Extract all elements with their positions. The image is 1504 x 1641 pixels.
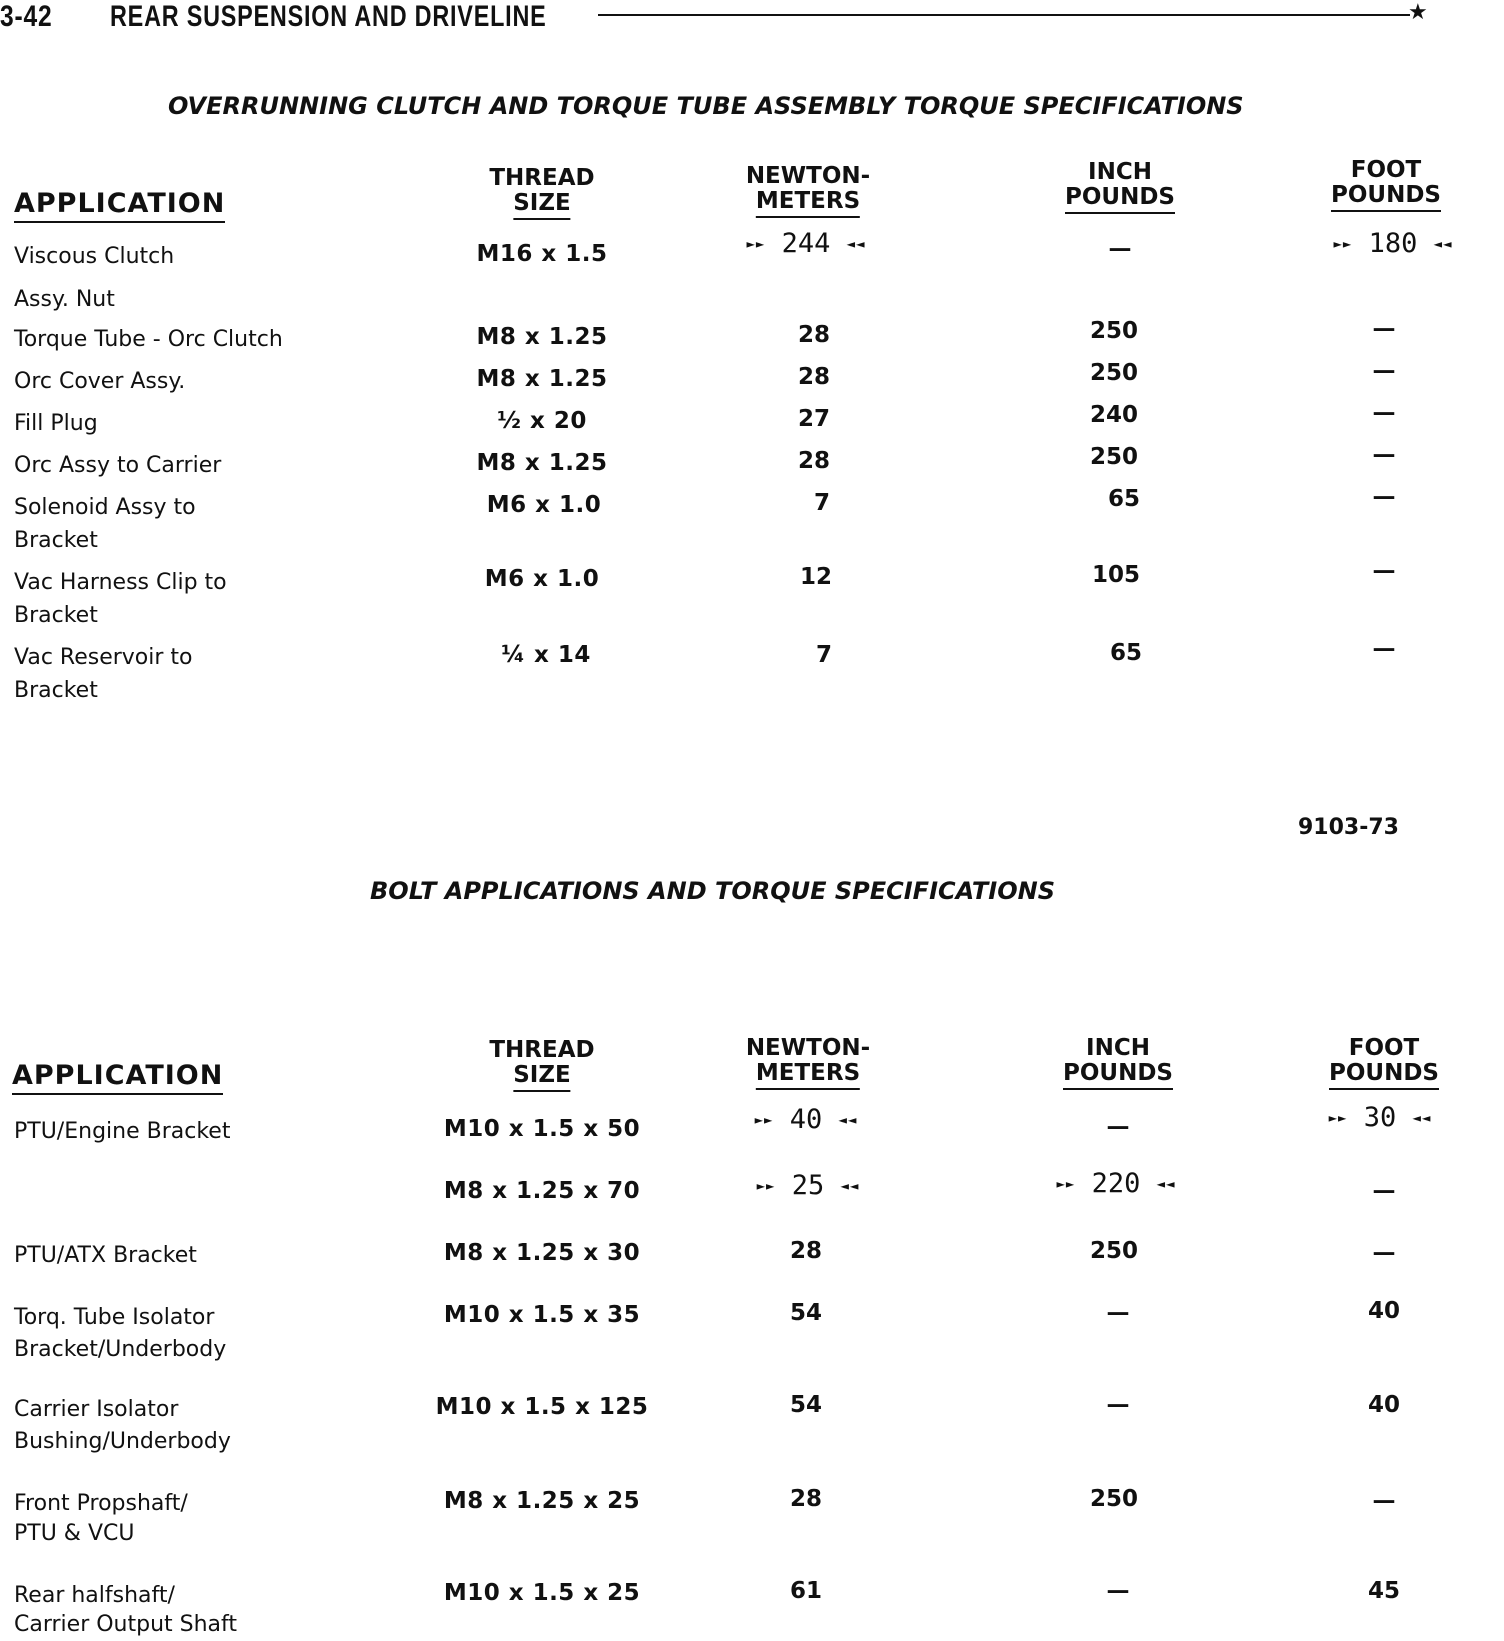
table-cell-application: Assy. Nut [14, 287, 115, 312]
col-line: POUNDS [1329, 1061, 1439, 1090]
table-cell-nm: 28 [797, 448, 831, 474]
col-line: NEWTON- [745, 1035, 871, 1061]
revision-right-icon: ◄◄ [846, 236, 866, 253]
table-cell-inlb: 250 [1089, 318, 1139, 344]
table1-col-nm [746, 164, 870, 218]
table-cell-application: Orc Assy to Carrier [14, 453, 222, 478]
table-cell-thread: M8 x 1.25 [476, 366, 608, 392]
table1-col-inlb [1065, 160, 1175, 214]
table-cell-ftlb: — [1372, 400, 1396, 426]
revision-left-icon: ►► [756, 1178, 776, 1195]
col-line: FOOT [1350, 157, 1422, 183]
table-cell-application: Carrier Output Shaft [14, 1612, 238, 1637]
table-cell-ftlb: — [1372, 358, 1396, 384]
table-cell-ftlb: — [1372, 442, 1396, 468]
table-cell-application: Bracket [14, 528, 98, 553]
table-cell-inlb: — [1106, 1392, 1130, 1418]
table-cell-application: Fill Plug [14, 411, 98, 436]
table2-col-application: APPLICATION [12, 1060, 223, 1095]
table-cell-nm: 28 [797, 364, 831, 390]
table2-title: BOLT APPLICATIONS AND TORQUE SPECIFICATIONS [370, 877, 1055, 905]
header-rule [598, 14, 1410, 16]
col-line: THREAD [489, 165, 595, 191]
table-cell-thread: M8 x 1.25 x 25 [443, 1488, 641, 1514]
table-cell-ftlb: — [1372, 558, 1396, 584]
table-cell-inlb: — [1106, 1578, 1130, 1604]
table-cell-nm: 28 [789, 1238, 823, 1264]
table-cell-inlb: 250 [1089, 360, 1139, 386]
table-cell-thread: M6 x 1.0 [484, 566, 600, 592]
table-cell-application: PTU/ATX Bracket [14, 1243, 197, 1268]
table-cell-inlb: 250 [1089, 1238, 1139, 1264]
revision-right-icon: ◄◄ [840, 1178, 860, 1195]
table-cell-application: Torque Tube - Orc Clutch [14, 327, 283, 352]
figure-reference: 9103-73 [1298, 815, 1399, 840]
table1-col-thread [489, 166, 594, 220]
table-cell-nm: 54 [789, 1300, 823, 1326]
col-line: NEWTON- [745, 163, 871, 189]
table-cell-inlb: 250 [1089, 444, 1139, 470]
revision-left-icon: ►► [746, 236, 766, 253]
table-cell-application: Rear halfshaft/ [14, 1583, 175, 1608]
value: 180 [1368, 228, 1418, 259]
table-cell-inlb: — [1106, 1300, 1130, 1326]
table-cell-ftlb [1329, 1102, 1432, 1133]
table-cell-application: PTU & VCU [14, 1521, 135, 1546]
col-line: POUNDS [1063, 1061, 1173, 1090]
col-line: METERS [756, 189, 860, 218]
table-cell-nm: 54 [789, 1392, 823, 1418]
table2-col-thread [489, 1038, 594, 1092]
table-cell-application: Front Propshaft/ [14, 1491, 188, 1516]
table-cell-thread: M10 x 1.5 x 50 [443, 1116, 641, 1142]
table-cell-application: PTU/Engine Bracket [14, 1119, 231, 1144]
star-icon: ★ [1408, 0, 1428, 25]
table-cell-ftlb: — [1372, 1240, 1396, 1266]
table1-col-ftlb [1331, 158, 1441, 212]
col-line: POUNDS [1331, 183, 1441, 212]
table-cell-application: Viscous Clutch [14, 244, 175, 269]
table-cell-nm: 28 [797, 322, 831, 348]
table-cell-application: Bracket [14, 603, 98, 628]
table-cell-nm: 12 [799, 564, 833, 590]
table-cell-thread: M8 x 1.25 [476, 450, 608, 476]
table-cell-nm [755, 1104, 858, 1135]
table-cell-ftlb: — [1372, 484, 1396, 510]
table-cell-application: Bracket/Underbody [14, 1337, 227, 1362]
table-cell-thread: M8 x 1.25 x 70 [443, 1178, 641, 1204]
table-cell-nm: 27 [797, 406, 831, 432]
table-cell-ftlb: — [1372, 316, 1396, 342]
table-cell-application: Carrier Isolator [14, 1397, 179, 1422]
value: 244 [781, 228, 831, 259]
table-cell-application: Bracket [14, 678, 98, 703]
table-cell-application: Solenoid Assy to [14, 495, 196, 520]
table-cell-ftlb: 40 [1367, 1392, 1401, 1418]
table-cell-thread: M10 x 1.5 x 25 [443, 1580, 641, 1606]
table-cell-inlb: 65 [1109, 640, 1143, 666]
table-cell-thread: M8 x 1.25 x 30 [443, 1240, 641, 1266]
table-cell-application: Vac Harness Clip to [14, 570, 227, 595]
revision-right-icon: ◄◄ [1156, 1176, 1176, 1193]
table1-title: OVERRUNNING CLUTCH AND TORQUE TUBE ASSEMBLY TORQUE SPECIFICATIONS [168, 92, 1244, 120]
table-cell-nm: 28 [789, 1486, 823, 1512]
table-cell-nm: 7 [815, 642, 833, 668]
table-cell-thread: M10 x 1.5 x 125 [435, 1394, 649, 1420]
table1-col-application: APPLICATION [14, 188, 225, 223]
table-cell-nm: 7 [813, 490, 831, 516]
table-cell-application: Vac Reservoir to [14, 645, 193, 670]
table2-col-ftlb [1329, 1036, 1439, 1090]
col-line: SIZE [513, 191, 571, 220]
table-cell-application: Orc Cover Assy. [14, 369, 186, 394]
col-line: INCH [1086, 1035, 1150, 1061]
table-cell-application: Bushing/Underbody [14, 1429, 231, 1454]
table-cell-thread: M6 x 1.0 [486, 492, 602, 518]
col-line: THREAD [489, 1037, 595, 1063]
table-cell-inlb: 65 [1107, 486, 1141, 512]
table-cell-inlb: — [1106, 1114, 1130, 1140]
table-cell-inlb: 105 [1091, 562, 1141, 588]
col-line: FOOT [1348, 1035, 1420, 1061]
table2-col-inlb [1063, 1036, 1173, 1090]
col-line: METERS [756, 1061, 860, 1090]
table-cell-inlb: 240 [1089, 402, 1139, 428]
table-cell-thread: M8 x 1.25 [476, 324, 608, 350]
table-cell-inlb: 250 [1089, 1486, 1139, 1512]
revision-left-icon: ►► [1328, 1110, 1348, 1127]
col-line: SIZE [513, 1063, 571, 1092]
table-cell-ftlb: — [1372, 1178, 1396, 1204]
table-cell-ftlb: — [1372, 1488, 1396, 1514]
table-cell-ftlb: 40 [1367, 1298, 1401, 1324]
revision-right-icon: ◄◄ [838, 1112, 858, 1129]
page-number: 3-42 [0, 0, 53, 33]
section-title: REAR SUSPENSION AND DRIVELINE [110, 0, 547, 33]
revision-left-icon: ►► [1056, 1176, 1076, 1193]
table-cell-ftlb: 45 [1367, 1578, 1401, 1604]
value: 30 [1363, 1102, 1397, 1133]
table-cell-ftlb: — [1372, 636, 1396, 662]
revision-left-icon: ►► [754, 1112, 774, 1129]
table-cell-inlb: — [1108, 236, 1132, 262]
table-cell-thread: M16 x 1.5 [476, 241, 608, 267]
table2-col-nm [746, 1036, 870, 1090]
revision-left-icon: ►► [1333, 236, 1353, 253]
table-cell-application: Torq. Tube Isolator [14, 1305, 215, 1330]
table-cell-nm: 61 [789, 1578, 823, 1604]
table-cell-thread: ½ x 20 [497, 408, 587, 434]
col-line: INCH [1088, 159, 1152, 185]
table-cell-thread: ¼ x 14 [501, 642, 591, 668]
table-cell-inlb [1056, 1168, 1175, 1199]
table-cell-ftlb [1333, 228, 1452, 259]
table-cell-thread: M10 x 1.5 x 35 [443, 1302, 641, 1328]
value: 220 [1091, 1168, 1141, 1199]
col-line: POUNDS [1065, 185, 1175, 214]
revision-right-icon: ◄◄ [1412, 1110, 1432, 1127]
table-cell-nm [757, 1170, 860, 1201]
table-cell-nm [746, 228, 865, 259]
value: 40 [789, 1104, 823, 1135]
revision-right-icon: ◄◄ [1433, 236, 1453, 253]
value: 25 [791, 1170, 825, 1201]
